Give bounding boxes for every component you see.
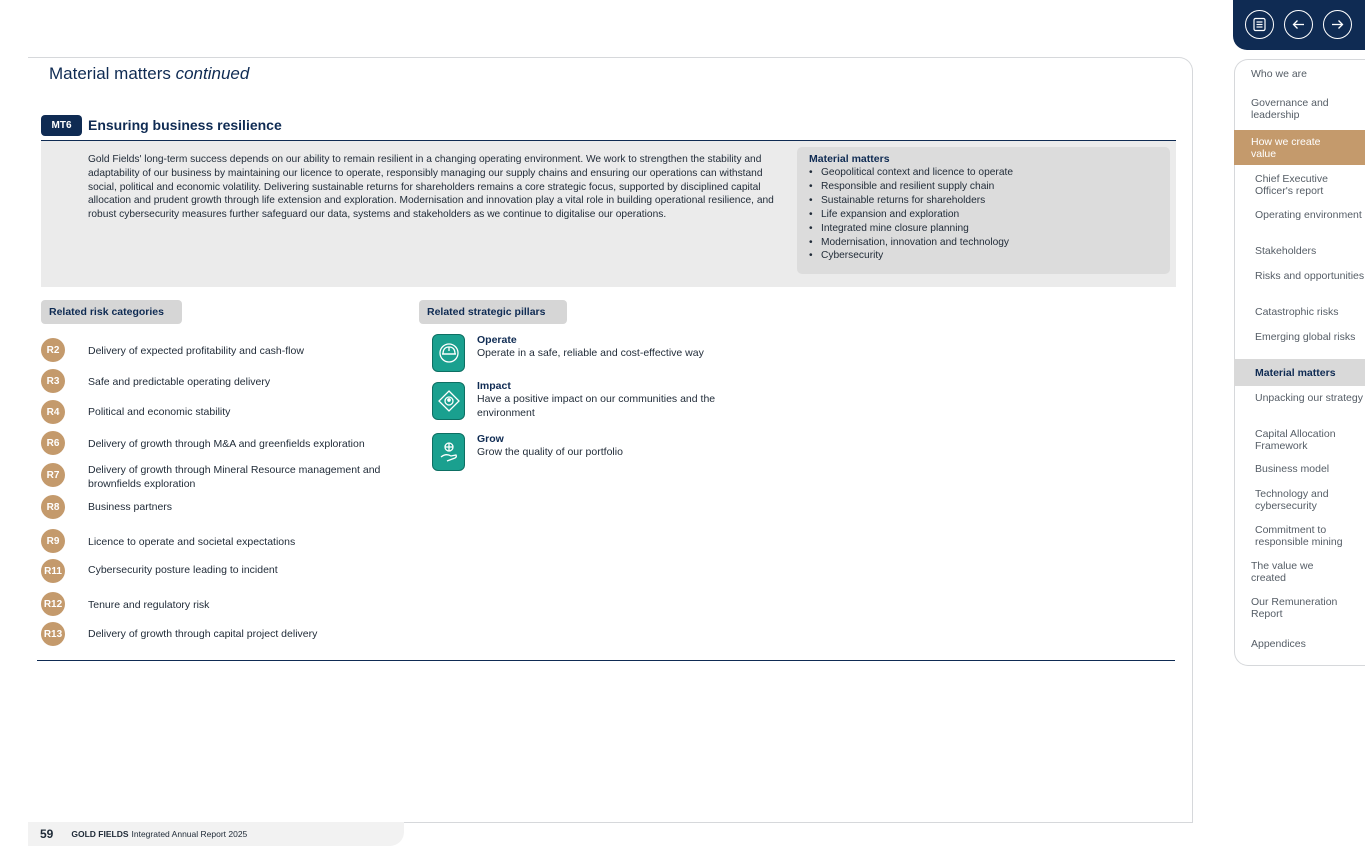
footer-brand: GOLD FIELDS: [71, 829, 129, 839]
material-matter-item: • Cybersecurity: [809, 249, 1158, 263]
risk-item[interactable]: [41, 369, 271, 393]
risk-badge: R3: [41, 369, 65, 393]
nav-item-value-created[interactable]: The value we created: [1251, 560, 1314, 584]
risk-item[interactable]: [41, 400, 231, 424]
material-matters-box: [797, 147, 1170, 274]
intro-text: Gold Fields' long-term success depends on our ability to remain resilient in a changing operating environment. We work to strengthen the stability and adaptability of our business by maintaining our licence to operate, responsibly managing our supply chains and ensuring our operations can withstand social, political and economic volatility. Delivering sustainable returns for shareholders remains a core strategic focus, supported by disciplined capital allocation and prudent growth through life extension and exploration. Modernisation and innovation play a vital role in building operational resilience, and robust cybersecurity measures further safeguard our data, systems and stakeholders as we continue to digitalise our operations.: [88, 154, 774, 221]
nav-item-operating-environment[interactable]: Operating environment: [1255, 209, 1362, 221]
material-matter-item: • Life expansion and exploration: [809, 208, 1158, 222]
nav-item-capital-allocation[interactable]: Capital Allocation Framework: [1255, 428, 1336, 452]
risk-badge: R13: [41, 622, 65, 646]
pillar-grow[interactable]: [432, 433, 752, 473]
pillar-operate[interactable]: [432, 334, 752, 374]
material-matters-title: Material matters: [809, 153, 890, 165]
footer: [28, 822, 404, 846]
risk-item[interactable]: [41, 338, 304, 362]
risk-badge: R11: [41, 559, 65, 583]
hard-hat-icon: [432, 334, 465, 372]
page-number: 59: [40, 827, 54, 841]
pillar-title: Operate: [477, 334, 517, 346]
risk-badge: R8: [41, 495, 65, 519]
nav-item-remuneration[interactable]: Our Remuneration Report: [1251, 596, 1338, 620]
nav-item-business-model[interactable]: Business model: [1255, 463, 1330, 475]
risk-item[interactable]: [41, 463, 381, 490]
bottom-divider: [37, 660, 1175, 661]
nav-item-responsible-mining[interactable]: Commitment to responsible mining: [1255, 524, 1343, 548]
nav-item-technology[interactable]: Technology and cybersecurity: [1255, 488, 1329, 512]
pillar-title: Grow: [477, 433, 504, 445]
risk-badge: R7: [41, 463, 65, 487]
material-matter-item: • Sustainable returns for shareholders: [809, 194, 1158, 208]
nav-item-who-we-are[interactable]: Who we are: [1251, 68, 1308, 80]
risk-label: Delivery of growth through M&A and greenfields exploration: [88, 438, 365, 450]
section-badge: MT6: [41, 115, 82, 136]
page-title-main: Material matters: [49, 64, 176, 83]
risk-label: Business partners: [88, 501, 173, 513]
contents-icon: [1252, 17, 1267, 32]
risk-badge: R6: [41, 431, 65, 455]
risk-label: Safe and predictable operating delivery: [88, 376, 271, 388]
risk-label: Delivery of growth through Mineral Resource management and brownfields exploration: [88, 464, 381, 490]
previous-page-button[interactable]: [1284, 10, 1313, 39]
community-icon: [432, 382, 465, 420]
risk-item[interactable]: [41, 559, 278, 583]
next-page-button[interactable]: [1323, 10, 1352, 39]
pillar-impact[interactable]: [432, 380, 752, 420]
material-matter-item: • Responsible and resilient supply chain: [809, 180, 1158, 194]
nav-item-governance[interactable]: Governance and leadership: [1251, 97, 1329, 121]
pillar-desc: Have a positive impact on our communities and the environment: [477, 393, 716, 419]
strategic-pillars-heading: Related strategic pillars: [419, 300, 567, 324]
material-matter-item: • Modernisation, innovation and technology: [809, 236, 1158, 250]
pillar-title: Impact: [477, 380, 511, 392]
risk-item[interactable]: [41, 529, 296, 553]
growth-icon: [432, 433, 465, 471]
risk-label: Political and economic stability: [88, 406, 231, 418]
risk-badge: R2: [41, 338, 65, 362]
nav-item-ceo-report[interactable]: Chief Executive Officer's report: [1255, 173, 1328, 197]
risk-item[interactable]: [41, 495, 173, 519]
nav-item-risks-opportunities[interactable]: Risks and opportunities: [1255, 270, 1365, 282]
nav-item-stakeholders[interactable]: Stakeholders: [1255, 245, 1317, 257]
section-heading: Ensuring business resilience: [88, 117, 282, 133]
risk-badge: R12: [41, 592, 65, 616]
arrow-right-icon: [1330, 17, 1345, 32]
nav-item-catastrophic-risks[interactable]: Catastrophic risks: [1255, 306, 1339, 318]
risk-badge: R4: [41, 400, 65, 424]
material-matter-item: • Geopolitical context and licence to operate: [809, 166, 1158, 180]
footer-report-title: Integrated Annual Report 2025: [131, 829, 248, 839]
arrow-left-icon: [1291, 17, 1306, 32]
risk-label: Licence to operate and societal expectations: [88, 536, 296, 548]
risk-item[interactable]: [41, 592, 210, 616]
nav-item-how-we-create-value[interactable]: How we create value: [1251, 136, 1321, 160]
page-title: [49, 64, 249, 84]
pillar-desc: Grow the quality of our portfolio: [477, 446, 623, 458]
risk-label: Delivery of expected profitability and cash-flow: [88, 345, 304, 357]
material-matter-item: • Integrated mine closure planning: [809, 222, 1158, 236]
risk-label: Tenure and regulatory risk: [88, 599, 210, 611]
nav-item-strategy[interactable]: Unpacking our strategy: [1255, 392, 1363, 404]
nav-toolbar: [1233, 0, 1365, 50]
risk-label: Cybersecurity posture leading to incident: [88, 564, 278, 576]
risk-badge: R9: [41, 529, 65, 553]
nav-item-material-matters[interactable]: Material matters: [1255, 367, 1336, 379]
risk-categories-heading: Related risk categories: [41, 300, 182, 324]
contents-button[interactable]: [1245, 10, 1274, 39]
risk-item[interactable]: [41, 431, 365, 455]
risk-item[interactable]: [41, 622, 318, 646]
pillar-desc: Operate in a safe, reliable and cost-effective way: [477, 347, 704, 359]
material-matters-list: [809, 166, 1158, 263]
page-title-continued: continued: [175, 64, 250, 83]
risk-label: Delivery of growth through capital project delivery: [88, 628, 318, 640]
nav-item-emerging-risks[interactable]: Emerging global risks: [1255, 331, 1356, 343]
nav-item-appendices[interactable]: Appendices: [1251, 638, 1306, 650]
